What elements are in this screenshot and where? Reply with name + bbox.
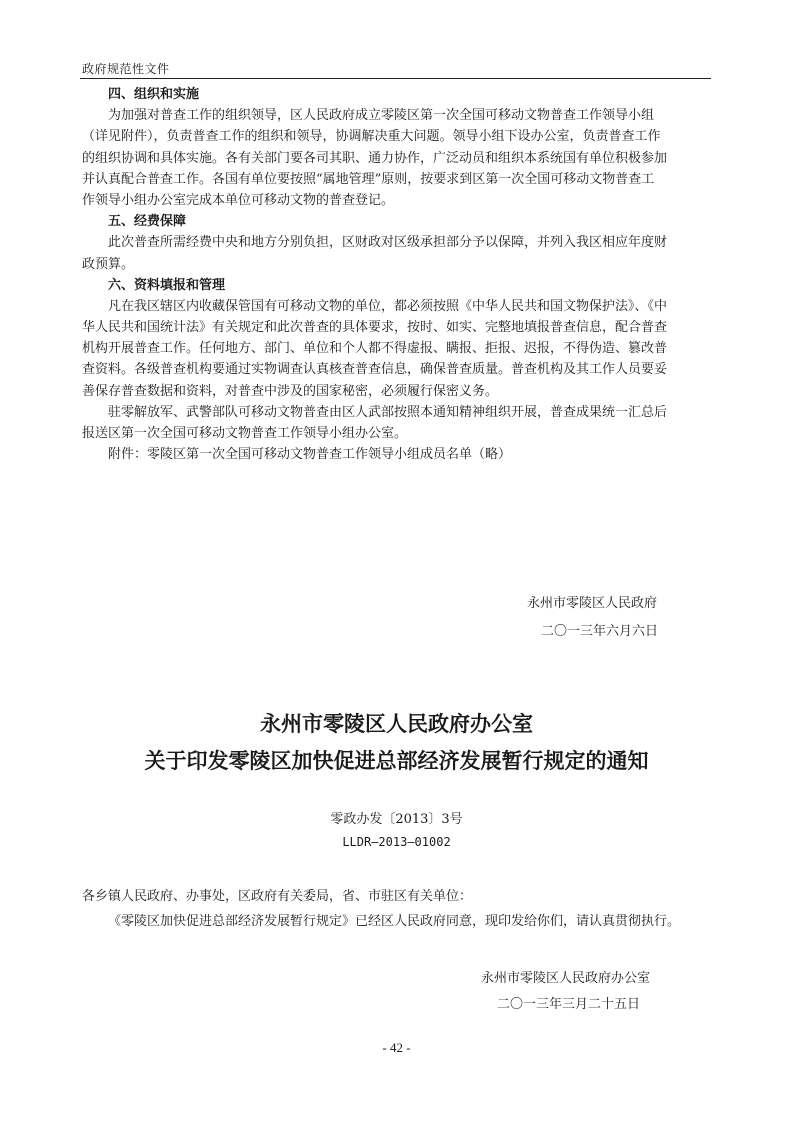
section-title: 五、经费保障 [108,214,187,230]
notice-body: 《零陵区加快促进总部经济发展暂行规定》已经区人民政府同意，现印发给你们，请认真贯彻执行。 [108,914,681,929]
section-title: 四、组织和实施 [108,87,200,102]
paragraph-line: 作领导小组办公室完成本单位可移动文物的普查登记。 [82,192,395,208]
paragraph-line: 为加强对普查工作的组织领导，区人民政府成立零陵区第一次全国可移动文物普查工作领导小组 [108,108,655,124]
recipients-line: 各乡镇人民政府、办事处，区政府有关委局，省、市驻区有关单位： [82,889,473,904]
paragraph-line: 政预算。 [82,256,135,272]
paragraph-line: 凡在我区辖区内收藏保管国有可移动文物的单位，都必须按照《中华人民共和国文物保护法》、《中 [108,298,668,314]
attachment-note: 附件：零陵区第一次全国可移动文物普查工作领导小组成员名单（略） [108,447,512,463]
paragraph-line: （详见附件），负责普查工作的组织和领导，协调解决重大问题。领导小组下设办公室，负责普查工作 [82,129,661,145]
signature-date: 二〇一三年三月二十五日 [497,997,641,1012]
paragraph-line: 善保存普查数据和资料，对普查中涉及的国家秘密，必须履行保密义务。 [82,383,499,399]
signature-date: 二〇一三年六月六日 [541,624,659,639]
notice-title-line2: 关于印发零陵区加快促进总部经济发展暂行规定的通知 [144,749,649,773]
paragraph-line: 的组织协调和具体实施。各有关部门要各司其职、通力协作，广泛动员和组织本系统国有单位积极参加 [82,150,668,166]
main-content [82,84,712,465]
registration-number: LLDR—2013—01002 [342,835,451,849]
paragraph-line: 并认真配合普查工作。各国有单位要按照“属地管理”原则，按要求到区第一次全国可移动文物普查工 [82,171,655,187]
paragraph-line: 此次普查所需经费中央和地方分别负担，区财政对区级承担部分予以保障，并列入我区相应年度财 [108,235,668,251]
notice-title-line1: 永州市零陵区人民政府办公室 [260,712,533,736]
paragraph-line: 机构开展普查工作。任何地方、部门、单位和个人都不得虚报、瞒报、拒报、迟报，不得伪造、篡改普 [82,341,668,357]
signature-org: 永州市零陵区人民政府 [527,596,658,611]
paragraph-line: 报送区第一次全国可移动文物普查工作领导小组办公室。 [82,426,408,441]
signature-org: 永州市零陵区人民政府办公室 [481,971,651,986]
paragraph-line: 查资料。各级普查机构要通过实物调查认真核查普查信息，确保普查质量。普查机构及其工作人员要妥 [82,362,668,378]
page-number: - 42 - [382,1040,411,1055]
paragraph-line: 华人民共和国统计法》有关规定和此次普查的具体要求，按时、如实、完整地填报普查信息，配合普查 [82,320,668,336]
document-number: 零政办发〔2013〕3号 [330,812,463,827]
paragraph-line: 驻零解放军、武警部队可移动文物普查由区人武部按照本通知精神组织开展，普查成果统一汇总后 [108,404,668,420]
header-rule [80,78,711,79]
document-category-label: 政府规范性文件 [82,62,170,76]
section-title: 六、资料填报和管理 [108,277,226,293]
